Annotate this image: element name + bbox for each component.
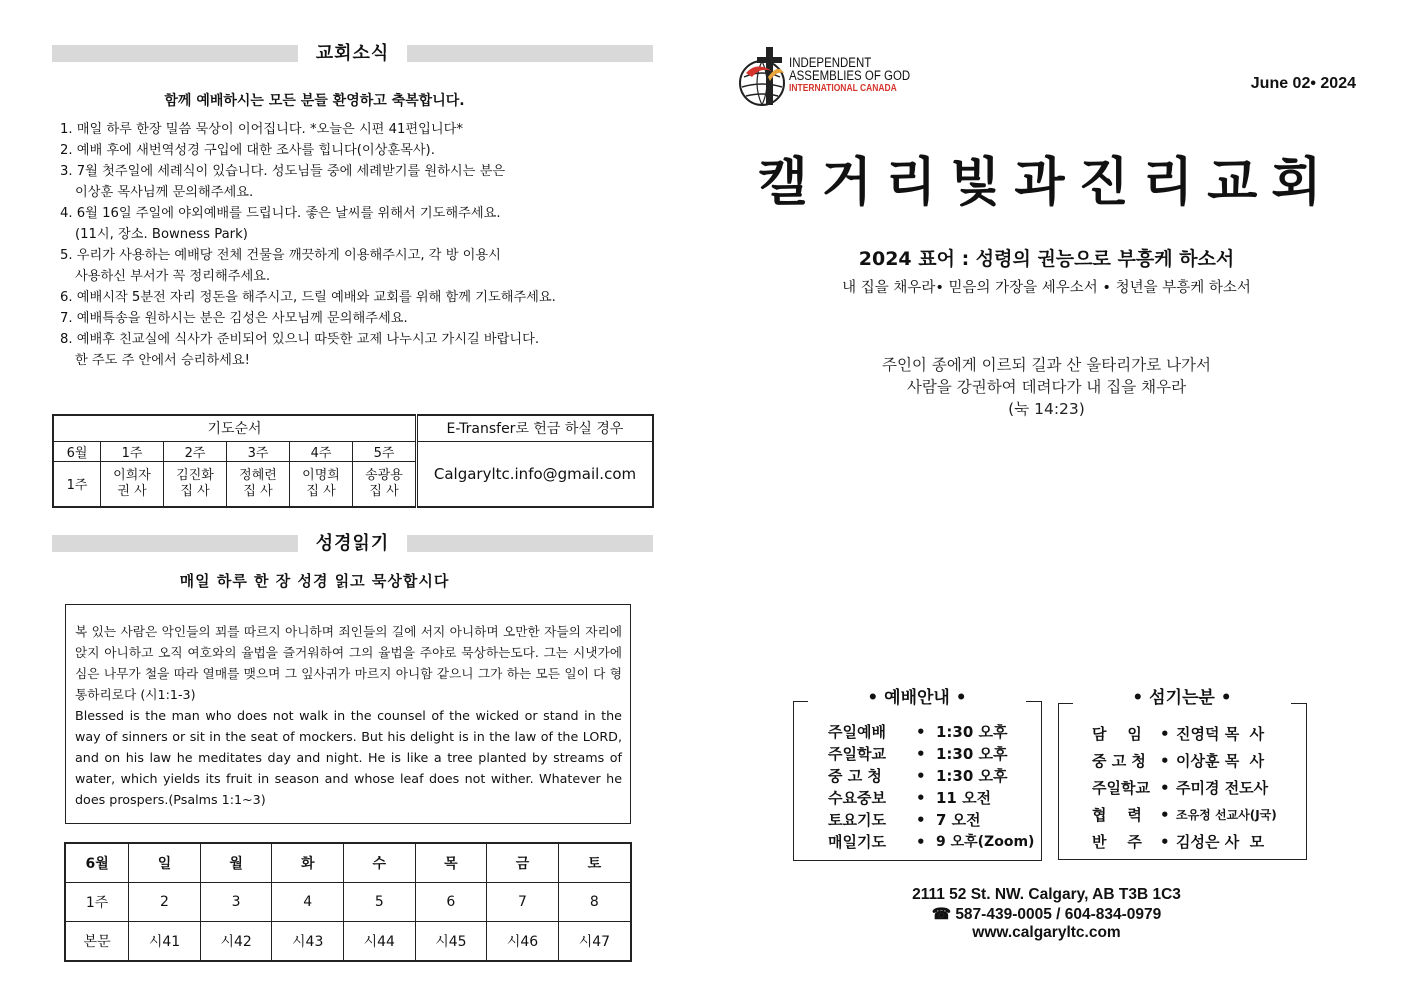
bible-english-text: Blessed is the man who does not walk in the counsel of the wicked or stand in the way of sinners or sit in the seat of mockers. But his delight is in the law of the LORD, and on his law he meditates day and night. He is like a tree planted by streams of water, which yields its fruit in season and whose leaf does not wither. Whatever he does prospers.(Psalms 1:1~3) [75, 708, 622, 807]
staff-item: 주일학교 • 주미경 전도사 [1092, 779, 1269, 797]
reading-passage: 시46 [487, 922, 559, 962]
worship-list [828, 721, 1034, 853]
reading-passage: 시47 [558, 922, 631, 962]
worship-item: 수요중보 • 11 오전 [828, 789, 992, 807]
prayer-month: 6월 [53, 441, 101, 461]
worship-item: 주일학교 • 1:30 오후 [828, 745, 1008, 763]
year-motto: 2024 표어 : 성령의 권능으로 부흥케 하소서 [858, 248, 1235, 270]
bible-title: 성경읽기 [298, 533, 408, 554]
news-item: 2. 예배 후에 새번역성경 구입에 대한 조사를 힙니다(이상훈목사). [60, 143, 435, 158]
reading-header: 6월 [65, 843, 129, 883]
prayer-week: 1주 [101, 441, 164, 461]
bible-header-bar [52, 535, 653, 552]
reading-header: 일 [129, 843, 201, 883]
reading-header: 화 [272, 843, 344, 883]
etransfer-email: Calgaryltc.info@gmail.com [417, 441, 654, 507]
etransfer-header: E-Transfer로 헌금 하실 경우 [417, 415, 654, 441]
reading-date: 6 [415, 883, 487, 922]
reading-passage: 본문 [65, 922, 129, 962]
motto-subtitle: 내 집을 채우라• 믿음의 가장을 세우소서 • 청년을 부흥케 하소서 [842, 280, 1251, 296]
news-item: 4. 6월 16일 주일에 야외예배를 드립니다. 좋은 날씨를 위해서 기도해주세요. [60, 206, 501, 221]
reading-passage: 시41 [129, 922, 201, 962]
reading-date: 8 [558, 883, 631, 922]
news-item: 6. 예배시작 5분전 자리 정돈을 해주시고, 드릴 예배와 교회를 위해 함께 기도해주세요. [60, 290, 556, 305]
reading-header: 월 [200, 843, 272, 883]
staff-item: 반 주 • 김성은 사 모 [1092, 833, 1265, 851]
news-item-cont: 사용하신 부서가 꼭 정리해주세요. [75, 269, 271, 284]
reading-table [64, 842, 632, 962]
bible-lead: 매일 하루 한 장 성경 읽고 묵상합시다 [179, 572, 450, 590]
bible-korean-text: 복 있는 사람은 악인들의 꾀를 따르지 아니하며 죄인들의 길에 서지 아니하며 오만한 자들의 자리에 앉지 아니하고 오직 여호와의 율법을 즐거워하여 그의 율법을 주야로 묵상하는도다. 그는 시냇가에 심은 나무가 철을 따라 열매를 맺으며 그 잎사귀가 마르지 아니함 같으니 그가 하는 모든 일이 다 형통하리로다 (시1:1-3) [75, 624, 622, 702]
staff-list [1092, 721, 1277, 856]
logo-text: INDEPENDENT ASSEMBLIES OF GOD INTERNATIONAL CANADA [789, 55, 911, 94]
news-title: 교회소식 [298, 43, 408, 64]
reading-date: 5 [344, 883, 416, 922]
church-name: 캘거리빛과진리교회 [757, 153, 1336, 213]
prayer-week: 3주 [227, 441, 290, 461]
staff-item: 중 고 청 • 이상훈 목 사 [1092, 752, 1265, 770]
worship-item: 매일기도 • 9 오후(Zoom) [828, 833, 1035, 851]
bulletin-date: June 02• 2024 [1250, 75, 1356, 92]
worship-item: 주일예배 • 1:30 오후 [828, 723, 1008, 741]
reading-date: 7 [487, 883, 559, 922]
welcome-text: 함께 예배하시는 모든 분들 환영하고 축복합니다. [164, 93, 465, 109]
reading-passage: 시45 [415, 922, 487, 962]
church-website[interactable]: www.calgaryltc.com [972, 924, 1121, 941]
prayer-week: 2주 [164, 441, 227, 461]
prayer-person: 송광용 집 사 [353, 461, 417, 507]
prayer-header: 기도순서 [53, 415, 417, 441]
prayer-row-label: 1주 [53, 461, 101, 507]
staff-title: • 섬기는분 • [1132, 688, 1232, 708]
worship-item: 토요기도 • 7 오전 [828, 811, 981, 829]
reading-header: 토 [558, 843, 631, 883]
theme-verse: 주인이 종에게 이르되 길과 산 울타리가로 나가서 사람을 강권하여 데려다가 내 집을 채우라 (눅 14:23) [881, 356, 1212, 418]
news-item: 5. 우리가 사용하는 예배당 전체 건물을 깨끗하게 이용해주시고, 각 방 이용시 [60, 248, 501, 263]
reading-date: 4 [272, 883, 344, 922]
reading-passage: 시42 [200, 922, 272, 962]
news-list [60, 119, 660, 371]
reading-passage: 시44 [344, 922, 416, 962]
prayer-table [52, 414, 654, 508]
prayer-person: 이희자 권 사 [101, 461, 164, 507]
reading-date: 3 [200, 883, 272, 922]
prayer-week: 5주 [353, 441, 417, 461]
church-address: 2111 52 St. NW. Calgary, AB T3B 1C3 [912, 886, 1181, 903]
news-header-bar [52, 45, 653, 62]
prayer-week: 4주 [290, 441, 353, 461]
staff-item: 협 력 • 조유정 선교사(J국) [1092, 806, 1277, 824]
news-item: 8. 예배후 친교실에 식사가 준비되어 있으니 따뜻한 교제 나누시고 가시길 바랍니다. [60, 332, 540, 347]
reading-header: 금 [487, 843, 559, 883]
news-item-cont: 이상훈 목사님께 문의해주세요. [75, 185, 254, 200]
news-item: 7. 예배특송을 원하시는 분은 김성은 사모님께 문의해주세요. [60, 311, 408, 326]
prayer-person: 정혜련 집 사 [227, 461, 290, 507]
worship-title: • 예배안내 • [867, 688, 967, 708]
news-item: 3. 7월 첫주일에 세례식이 있습니다. 성도님들 중에 세례받기를 원하시는 분은 [60, 164, 506, 179]
news-item-cont: 한 주도 주 안에서 승리하세요! [75, 353, 250, 368]
news-item: 1. 매일 하루 한장 밀씀 묵상이 이어집니다. *오늘은 시편 41편입니다* [60, 122, 463, 137]
reading-date: 2 [129, 883, 201, 922]
staff-item: 담 임 • 진영덕 목 사 [1092, 725, 1265, 743]
reading-header: 수 [344, 843, 416, 883]
prayer-person: 이명희 집 사 [290, 461, 353, 507]
church-phone: ☎ 587-439-0005 / 604-834-0979 [931, 906, 1162, 923]
reading-passage: 시43 [272, 922, 344, 962]
reading-header: 목 [415, 843, 487, 883]
news-item-cont: (11시, 장소. Bowness Park) [75, 227, 248, 242]
reading-date: 1주 [65, 883, 129, 922]
worship-item: 중 고 청 • 1:30 오후 [828, 767, 1008, 785]
bible-passage-box [65, 604, 631, 824]
prayer-person: 김진화 집 사 [164, 461, 227, 507]
